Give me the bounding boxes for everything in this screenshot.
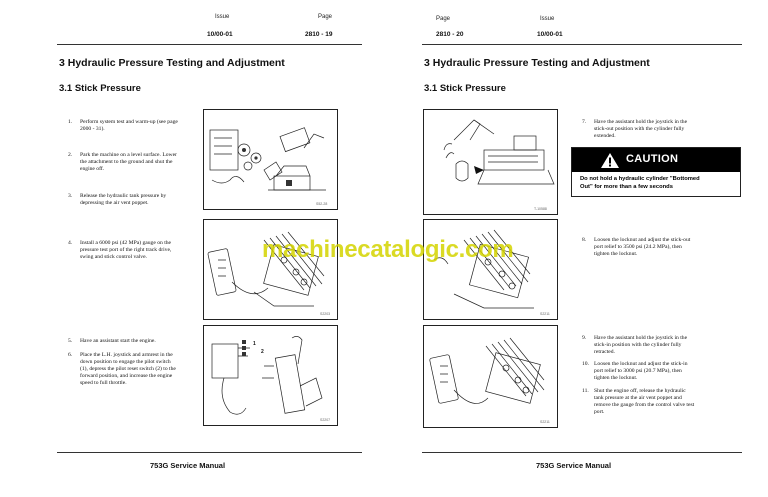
step-text: Have the assistant hold the joystick in the stick-in position with the cylinder fully retracted. [594, 335, 688, 355]
step-number: 6. [68, 352, 73, 358]
subsection-title: 3.1 Stick Pressure [59, 83, 141, 94]
step-number: 10. [582, 361, 589, 367]
section-title: 3 Hydraulic Pressure Testing and Adjustment [59, 57, 285, 69]
callout-1: 1 [253, 341, 256, 347]
figure-id: S2207 [320, 418, 331, 422]
figure-gauge-install [203, 219, 338, 320]
step-text: Place the L.H. joystick and armrest in the down position to engage the pilot switch (1), depress the pilot reset switch (2) to the forward position, and increase the engine speed to full throttle. [80, 352, 176, 386]
figure-stick-out-relief [423, 219, 558, 320]
step-text: Shut the engine off, release the hydraulic tank pressure at the air vent poppet and remove the gauge from the control valve test port. [594, 388, 695, 415]
step-number: 3. [68, 193, 73, 199]
figure-id: S2211 [540, 420, 550, 424]
step-number: 5. [68, 338, 73, 344]
step-number: 4. [68, 240, 73, 246]
issue-value: 10/00-01 [207, 31, 233, 38]
step-text: Loosen the locknut and adjust the stick-out port relief to 3500 psi (24.2 MPa), then tighten the locknut. [594, 237, 691, 257]
warning-icon [600, 152, 620, 169]
footer-rule [422, 452, 742, 453]
callout-2: 2 [261, 349, 264, 355]
step-text: Have an assistant start the engine. [80, 338, 156, 344]
header-rule [57, 44, 362, 45]
header-rule [422, 44, 742, 45]
valve-illustration [424, 220, 557, 319]
step-text: Loosen the locknut and adjust the stick-in port relief to 3000 psi (20.7 MPa), then tighten the locknut. [594, 361, 688, 381]
watermark: machinecatalogic.com [262, 236, 514, 263]
step-number: 11. [582, 388, 589, 394]
step-number: 1. [68, 119, 73, 125]
joystick-illustration [204, 326, 337, 425]
figure-id: T-10588 [534, 207, 547, 211]
step-number: 8. [582, 237, 587, 243]
figure-stick-out [423, 109, 558, 215]
figure-joystick [203, 325, 338, 426]
issue-label: Issue [215, 14, 230, 20]
footer-title: 753G Service Manual [536, 461, 612, 470]
caution-text: Do not hold a hydraulic cylinder "Bottomed Out" for more than a few seconds [580, 176, 700, 190]
step-number: 9. [582, 335, 587, 341]
page-value: 2810 - 19 [305, 31, 333, 38]
step-text: Install a 6000 psi (42 MPa) gauge on the pressure test port of the right track drive, swing and stick control valve. [80, 240, 172, 260]
issue-label: Issue [540, 16, 555, 22]
figure-machine-overview [203, 109, 338, 210]
figure-id: S52-28 [316, 202, 328, 206]
footer-rule [57, 452, 362, 453]
page-label: Page [436, 16, 451, 22]
caution-title: CAUTION [626, 153, 679, 165]
page-label: Page [318, 14, 333, 20]
subsection-title: 3.1 Stick Pressure [424, 83, 506, 94]
step-text: Have the assistant hold the joystick in the stick-out position with the cylinder fully extended. [594, 119, 688, 139]
gauge-valve-illustration [424, 326, 557, 427]
page-value: 2810 - 20 [436, 31, 464, 38]
issue-value: 10/00-01 [537, 31, 563, 38]
figure-stick-in-relief [423, 325, 558, 428]
excavator-illustration [424, 110, 557, 214]
gauge-illustration [204, 220, 337, 319]
machine-illustration [204, 110, 337, 209]
footer-title: 753G Service Manual [150, 461, 226, 470]
figure-id: S2211 [540, 312, 550, 316]
step-text: Park the machine on a level surface. Lower the attachment to the ground and shut the engine off. [80, 152, 177, 172]
caution-box [571, 147, 741, 197]
step-text: Perform system test and warm-up (see page 2000 - 31). [80, 119, 178, 132]
step-text: Release the hydraulic tank pressure by depressing the air vent poppet. [80, 193, 167, 206]
step-number: 2. [68, 152, 73, 158]
step-number: 7. [582, 119, 587, 125]
figure-id: S2203 [320, 312, 331, 316]
section-title: 3 Hydraulic Pressure Testing and Adjustment [424, 57, 650, 69]
